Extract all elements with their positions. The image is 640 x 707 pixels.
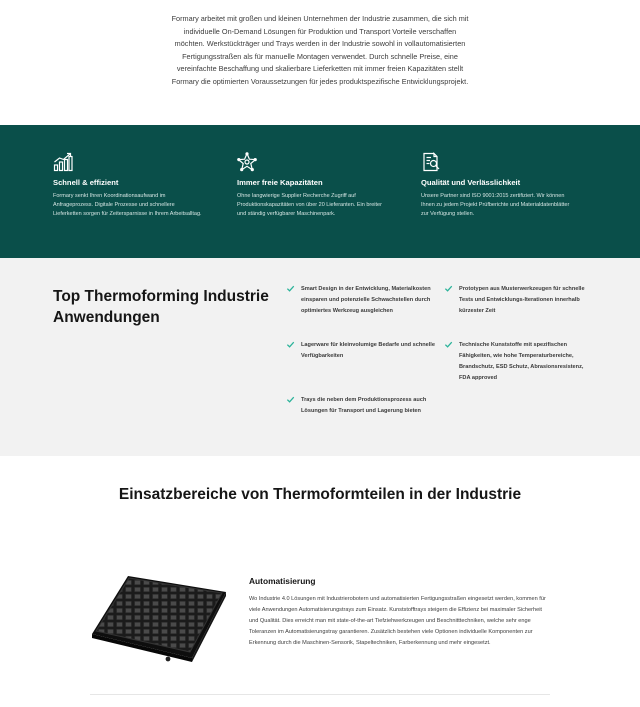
applications-title: Top Thermoforming Industrie Anwendungen	[53, 288, 269, 326]
list-item	[444, 284, 594, 317]
automation-title: Automatisierung	[249, 576, 316, 586]
list-item-text: Technische Kunststoffe mit spezifischen Fähigkeiten, wie hohe Temperaturbereiche, Brandschutz, ESD Schutz, Abrasionsresistenz, FDA approved	[459, 342, 584, 381]
feature-title: Qualität und Verlässlichkeit	[421, 178, 521, 187]
list-item-text: Prototypen aus Musterwerkzeugen für schnelle Tests und Entwicklungs-Iterationen innerhalb kürzester Zeit	[459, 286, 585, 314]
feature-quality	[421, 152, 571, 220]
list-item	[286, 284, 436, 317]
list-item-text: Smart Design in der Entwicklung, Materialkosten einsparen und potenzielle Schwachstellen durch optimiertes Werkzeug ausgleichen	[301, 286, 431, 314]
check-icon	[286, 340, 295, 349]
check-icon	[286, 284, 295, 293]
feature-title: Schnell & effizient	[53, 178, 119, 187]
features-band	[0, 125, 640, 258]
quality-document-icon	[421, 152, 441, 172]
list-item	[286, 395, 436, 417]
list-item-text: Trays die neben dem Produktionsprozess auch Lösungen für Transport und Lagerung bieten	[301, 397, 427, 414]
intro-paragraph: Formary arbeitet mit großen und kleinen Unternehmen der Industrie zusammen, die sich mit individuelle On-Demand Lösungen für Produktion und Transport Vorteile verschaffen möchten. Werkstückträger und Trays werden in der Industrie sowohl in vollautomatisierten Fertigungsstraßen als für manuelle Montagen verwendet. Durch schnelle Preise, eine vereinfachte Beschaffung und skalierbare Lieferketten mit immer freien Kapazitäten stellt Formary die optimierten Voraussetzungen für jedes produktspezifische Entwicklungsprojekt.	[171, 14, 469, 86]
usage-section-title: Einsatzbereiche von Thermoformteilen in der Industrie	[118, 486, 522, 503]
feature-description: Unsere Partner sind ISO 9001:2015 zertifiziert. Wir können Ihnen zu jedem Projekt Prüfberichte und Materialdatenblätter zur Verfügung stellen.	[421, 193, 570, 218]
feature-title: Immer freie Kapazitäten	[237, 178, 323, 187]
applications-section	[0, 258, 640, 456]
check-icon	[286, 395, 295, 404]
list-item-text: Lagerware für kleinvolumige Bedarfe und schnelle Verfügbarkeiten	[301, 342, 435, 359]
network-star-icon	[237, 152, 257, 172]
list-item	[286, 340, 436, 362]
divider	[90, 694, 550, 695]
growth-chart-icon	[53, 152, 73, 172]
feature-speed	[53, 152, 203, 220]
feature-capacity	[237, 152, 387, 220]
feature-description: Ohne langwierige Supplier Recherche Zugriff auf Produktionskapazitäten von über 20 Lieferanten. Ein breiter und ständig verfügbarer Maschinenpark.	[237, 193, 382, 218]
check-icon	[444, 340, 453, 349]
automation-description: Wo Industrie 4.0 Lösungen mit Industrierobotern und automatisierten Fertigungsstraßen eingesetzt werden, kommen für viele Anwendungen Automatisierungstrays zum Einsatz. Kunststofftrays steigern die Effizienz bei maximaler Sicherheit und Qualität. Dies erreicht man mit state-of-the-art Tiefziehwerkzeugen und Beschnitttechniken, welche sehr enge Toleranzen im Automatisierungstray garantieren. Zusätzlich bestehen viele Optionen individuelle Komponenten zur Erkennung durch die Maschinen-Sensorik, Stapeltechniken, Farberkennung und mehr eingesetzt.	[249, 596, 546, 646]
list-item	[444, 340, 594, 384]
check-icon	[444, 284, 453, 293]
feature-description: Formary senkt Ihren Koordinationsaufwand im Anfrageprozess. Digitale Prozesse und schnellere Lieferketten sorgen für Zeitersparnisse in Ihrem Arbeitsalltag.	[53, 193, 202, 218]
automation-tray-image	[88, 572, 230, 664]
